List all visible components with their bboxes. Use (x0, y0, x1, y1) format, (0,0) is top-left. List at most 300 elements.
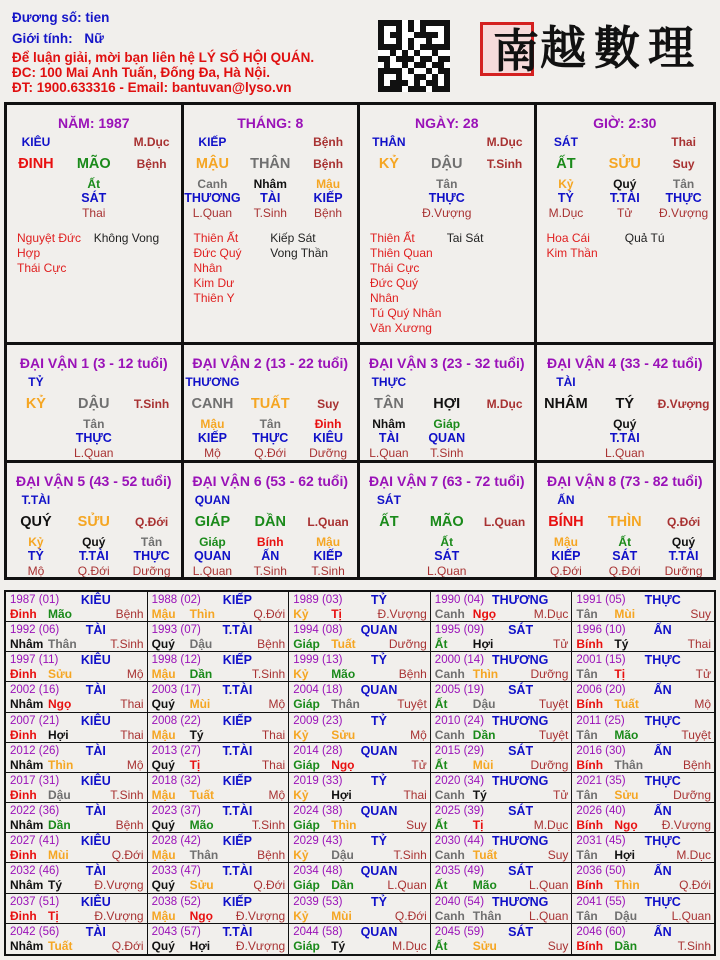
annual-bottom (435, 637, 569, 652)
hidden-stage: Dưỡng (132, 564, 171, 577)
annual-stem: Ất (434, 818, 448, 833)
annual-year: 2013 (27) (151, 744, 201, 757)
hidden-ten-god: KIẾP (313, 191, 343, 205)
annual-top (435, 774, 569, 788)
stem-branch-row (537, 153, 714, 175)
annual-top (293, 834, 427, 848)
hidden-stages-row (7, 206, 181, 221)
annual-stage: Dưỡng (673, 787, 711, 802)
annual-year: 2030 (44) (434, 835, 485, 848)
annual-stage: Đ.Vượng (94, 878, 144, 893)
annual-cell (431, 592, 573, 622)
annual-year: 2027 (41) (10, 835, 60, 848)
annual-year: 2024 (38) (293, 805, 343, 818)
cell-title: ĐẠI VẬN 4 (33 - 42 tuổi) (546, 355, 703, 371)
hidden-stage: L.Quan (192, 564, 233, 577)
annual-cell (289, 894, 431, 924)
hidden-stage: Dưỡng (309, 446, 348, 460)
annual-bottom (10, 697, 144, 712)
hidden-stems-row (537, 417, 714, 431)
annual-top (293, 895, 427, 909)
annual-cell (289, 592, 431, 622)
annual-stem: Kỷ (293, 787, 309, 802)
annual-stem: Nhâm (10, 757, 44, 772)
annual-year: 2033 (47) (151, 865, 201, 878)
annual-stem: Canh (434, 667, 465, 682)
top-row (7, 493, 181, 509)
hidden-ten-god (476, 431, 534, 446)
annual-top (10, 804, 144, 818)
annual-year: 2004 (18) (293, 684, 343, 697)
annual-ten-god: T.TÀI (222, 743, 253, 758)
good-star: Thiên Ất (193, 231, 239, 245)
top-row (184, 493, 358, 509)
ten-god: THỰC (371, 375, 407, 389)
annual-year: 2036 (50) (576, 865, 626, 878)
seal-character: 南 (493, 24, 539, 78)
annual-branch: Tý (189, 727, 204, 742)
annual-cell (6, 682, 148, 712)
good-star: Đức Quý Nhân (370, 276, 419, 305)
hidden-stem: Ất (87, 177, 101, 191)
annual-cell (289, 622, 431, 652)
annual-cell (6, 743, 148, 773)
hidden-ten-god (7, 191, 65, 206)
annual-stem: Đinh (10, 787, 37, 802)
hidden-stage (360, 564, 418, 577)
annual-year: 2041 (55) (576, 895, 626, 908)
annual-cell (289, 713, 431, 743)
hidden-stem (7, 177, 65, 191)
annual-ten-god: ẤN (653, 623, 672, 638)
annual-bottom (10, 878, 144, 893)
annual-ten-god: SÁT (508, 924, 534, 939)
contact-line-3: ĐT: 1900.633316 - Email: bantuvan@lyso.vn (12, 80, 292, 95)
good-star: Tú Quý Nhân (370, 306, 442, 320)
annual-top (435, 895, 569, 909)
stem-branch-row (184, 153, 358, 175)
annual-year: 2016 (30) (576, 744, 626, 757)
dai-van-cell (360, 463, 537, 577)
annual-bottom (435, 728, 569, 743)
annual-stage: Suy (406, 818, 427, 833)
annual-stem: Quý (151, 938, 175, 953)
annual-top (293, 804, 427, 818)
annual-bottom (10, 667, 144, 682)
logo-text: 越數理 (540, 21, 702, 75)
annual-stage: Suy (547, 848, 569, 863)
annual-stage: Thai (261, 727, 286, 742)
annual-ten-god: TÀI (85, 623, 106, 638)
annual-cell (6, 773, 148, 803)
annual-year: 2006 (20) (576, 684, 626, 697)
gender-label: Giới tính: (12, 31, 73, 46)
annual-stage: Tuyệt (538, 697, 569, 712)
annual-ten-god: SÁT (508, 743, 534, 758)
good-star: Thái Cực (17, 261, 67, 275)
annual-year: 2012 (26) (10, 744, 60, 757)
annual-cell (289, 682, 431, 712)
annual-stage: Thai (261, 757, 286, 772)
qr-code-icon[interactable] (378, 20, 450, 92)
annual-year: 1998 (12) (151, 654, 201, 667)
annual-top (293, 653, 427, 667)
annual-bottom (10, 909, 144, 924)
annual-year: 1999 (13) (293, 654, 343, 667)
annual-ten-god: KIẾP (222, 713, 252, 728)
annual-branch: Ngọ (331, 757, 355, 772)
annual-stage: T.Sinh (251, 818, 286, 833)
annual-top (10, 895, 144, 909)
top-row (537, 135, 714, 151)
hidden-ten-god: SÁT (434, 549, 460, 563)
annual-ten-god: QUAN (360, 924, 398, 939)
branch-stage: Đ.Vượng (657, 397, 710, 411)
annual-top (293, 714, 427, 728)
annual-top (435, 804, 569, 818)
stem-branch-row (360, 393, 534, 415)
hidden-stage: Tử (617, 206, 633, 220)
hidden-stage: Bệnh (314, 206, 343, 220)
annual-bottom (152, 788, 286, 803)
hidden-stage (654, 446, 713, 461)
annual-ten-god: SÁT (508, 623, 534, 638)
top-row (7, 375, 181, 391)
hidden-stem: Tân (436, 177, 458, 191)
dai-van-cell (537, 345, 714, 463)
annual-ten-god: THỰC (644, 773, 681, 788)
annual-year: 2034 (48) (293, 865, 343, 878)
annual-cell (6, 803, 148, 833)
annual-top (152, 714, 286, 728)
annual-stem: Mậu (151, 908, 176, 923)
annual-stem: Mậu (151, 848, 176, 863)
hidden-gods-row (184, 549, 358, 564)
annual-stem: Giáp (293, 818, 320, 833)
annual-year: 2009 (23) (293, 714, 343, 727)
hidden-stage: L.Quan (369, 446, 409, 460)
annual-year: 2023 (37) (151, 805, 201, 818)
cell-title: ĐẠI VẬN 2 (13 - 22 tuổi) (192, 355, 349, 371)
hidden-stage (123, 206, 181, 221)
cell-title: ĐẠI VẬN 6 (53 - 62 tuổi) (192, 473, 349, 489)
annual-top (152, 593, 286, 607)
annual-bottom (576, 818, 711, 833)
annual-bottom (293, 818, 427, 833)
annual-branch: Dần (472, 727, 496, 742)
stage (123, 493, 181, 509)
annual-stage: Dưỡng (530, 757, 569, 772)
annual-bottom (576, 788, 711, 803)
annual-stem: Mậu (151, 607, 176, 621)
annual-ten-god: ẤN (653, 924, 672, 939)
annual-ten-god: KIÊU (80, 713, 111, 728)
annual-stage: Dưỡng (530, 667, 569, 682)
pillar-cell (360, 105, 537, 345)
earthly-branch: DẦN (254, 514, 286, 530)
annual-cell (148, 924, 290, 954)
annual-cell (148, 803, 290, 833)
annual-stage: Đ.Vượng (235, 908, 286, 923)
annual-ten-god: KIÊU (80, 894, 111, 909)
annual-branch: Sửu (331, 727, 356, 742)
annual-stem: Ất (434, 878, 448, 893)
annual-top (10, 683, 144, 697)
annual-top (10, 653, 144, 667)
annual-bottom (152, 728, 286, 743)
hidden-ten-god (123, 431, 181, 446)
hidden-gods-row (7, 431, 181, 446)
cell-title: NĂM: 1987 (57, 115, 130, 131)
dai-van-cell (184, 463, 361, 577)
hidden-ten-god: THỰC (75, 431, 112, 445)
annual-branch: Ngọ (189, 908, 213, 923)
cell-title: GIỜ: 2:30 (593, 115, 657, 131)
hidden-stages-row (184, 564, 358, 577)
annual-top (152, 895, 286, 909)
annual-stage: Mộ (126, 667, 144, 682)
annual-cell (289, 652, 431, 682)
annual-top (152, 925, 286, 939)
hidden-stem: Ất (618, 535, 632, 549)
annual-stem: Bính (576, 757, 604, 772)
annual-stage: Đ.Vượng (235, 938, 286, 953)
annual-stage: Mộ (268, 787, 286, 802)
annual-stem: Quý (151, 818, 175, 833)
cell-title: THÁNG: 8 (237, 115, 304, 131)
hidden-stage: T.Sinh (430, 446, 464, 460)
annual-top (435, 744, 569, 758)
chart-grid (4, 102, 716, 580)
ten-god: QUAN (194, 493, 231, 507)
top-row (360, 375, 534, 391)
annual-bottom (435, 758, 569, 773)
hidden-stage: Mộ (27, 564, 45, 577)
annual-stem: Nhâm (10, 637, 44, 652)
annual-stem: Ất (434, 757, 448, 772)
annual-branch: Mão (189, 818, 214, 833)
good-star: Nguyệt Đức Hợp (17, 231, 82, 260)
annual-year: 2000 (14) (434, 654, 485, 667)
annual-branch: Sửu (189, 878, 214, 893)
annual-year: 2008 (22) (151, 714, 201, 727)
annual-cell (289, 743, 431, 773)
hidden-ten-god: T.TÀI (609, 431, 640, 445)
annual-stem: Đinh (10, 667, 37, 682)
annual-branch: Hợi (48, 727, 69, 742)
hidden-stages-row (360, 446, 534, 461)
annual-cell (572, 803, 714, 833)
annual-top (435, 834, 569, 848)
hidden-stage: Đ.Vượng (422, 206, 472, 220)
annual-bottom (10, 728, 144, 743)
annual-year: 2038 (52) (151, 895, 201, 908)
good-star: Đức Quý Nhân (193, 246, 242, 275)
annual-stage: L.Quan (387, 878, 427, 893)
annual-stage: Đ.Vượng (377, 607, 427, 621)
branch-stage: Q.Đới (666, 515, 701, 529)
annual-bottom (576, 607, 711, 622)
hidden-ten-god (476, 191, 534, 206)
good-star: Thiên Quan (370, 246, 433, 260)
branch-stage: T.Sinh (133, 397, 170, 411)
hidden-stems-row (184, 177, 358, 191)
hidden-stem (123, 177, 181, 191)
annual-year: 2010 (24) (434, 714, 485, 727)
top-row (7, 135, 181, 151)
stage (476, 493, 534, 509)
heavenly-stem: MẬU (195, 156, 229, 172)
hidden-stem (360, 177, 418, 191)
annual-year: 2005 (19) (434, 684, 485, 697)
annual-bottom (576, 909, 711, 924)
hidden-stage: L.Quan (192, 206, 233, 220)
annual-ten-god: KIÊU (80, 593, 111, 607)
annual-cell (6, 863, 148, 893)
hidden-ten-god: THỰC (665, 191, 702, 205)
annual-ten-god: ẤN (653, 683, 672, 698)
hidden-stem: Kỷ (28, 535, 44, 549)
annual-ten-god: TỶ (371, 834, 387, 849)
annual-stem: Tân (576, 607, 598, 621)
hidden-stages-row (7, 446, 181, 461)
annual-ten-god: SÁT (508, 864, 534, 879)
annual-top (293, 744, 427, 758)
annual-cell (431, 803, 573, 833)
hidden-stage: Q.Đới (77, 564, 110, 577)
annual-stage: Q.Đới (111, 848, 144, 863)
hidden-stage (123, 446, 181, 461)
bad-star: Tai Sát (446, 231, 484, 245)
hidden-stage (7, 206, 65, 221)
annual-bottom (152, 667, 286, 682)
annual-branch: Dần (614, 938, 638, 953)
annual-top (10, 593, 144, 607)
annual-top (576, 774, 711, 788)
hidden-ten-god: KIẾP (197, 431, 227, 445)
hidden-ten-god (537, 431, 596, 446)
annual-bottom (576, 758, 711, 773)
annual-stem: Canh (434, 908, 465, 923)
annual-top (152, 653, 286, 667)
annual-cell (572, 833, 714, 863)
annual-ten-god: T.TÀI (222, 623, 253, 638)
hidden-stage (537, 446, 596, 461)
annual-cell (431, 924, 573, 954)
annual-bottom (576, 848, 711, 863)
hidden-stem: Mậu (553, 535, 578, 549)
top-row (184, 135, 358, 151)
stem-branch-row (7, 153, 181, 175)
stem-branch-row (537, 393, 714, 415)
stars-list (360, 231, 534, 336)
annual-year: 1987 (01) (10, 594, 60, 606)
hidden-gods-row (360, 431, 534, 446)
annual-year: 2043 (57) (151, 925, 201, 938)
contact-line-1: Để luận giải, mời bạn liên hệ LÝ SỐ HỘI QUÁN. (12, 50, 315, 65)
annual-year: 2028 (42) (151, 835, 201, 848)
ten-god: SÁT (376, 493, 401, 507)
annual-stage: Dưỡng (388, 637, 427, 652)
good-star: Hoa Cái (546, 231, 590, 245)
annual-top (576, 925, 711, 939)
annual-ten-god: TỶ (371, 653, 387, 668)
annual-stem: Đinh (10, 607, 37, 621)
annual-stem: Kỷ (293, 908, 309, 923)
annual-ten-god: KIÊU (80, 653, 111, 668)
annual-stem: Đinh (10, 908, 37, 923)
good-star: Thiên Ất (370, 231, 415, 245)
annual-cell (148, 743, 290, 773)
annual-cell (6, 894, 148, 924)
annual-stem: Giáp (293, 757, 320, 772)
annual-branch: Mùi (48, 848, 69, 863)
hidden-ten-god: SÁT (81, 191, 107, 205)
annual-year: 2014 (28) (293, 744, 343, 757)
annual-stage: Tuyệt (681, 727, 711, 742)
hidden-stages-row (184, 446, 358, 461)
annual-bottom (435, 818, 569, 833)
hidden-stem (476, 417, 534, 431)
annual-branch: Tuất (189, 787, 215, 802)
annual-stage: Tử (411, 757, 427, 772)
heavenly-stem: TÂN (374, 396, 404, 412)
hidden-stem: Nhâm (372, 417, 406, 431)
annual-bottom (152, 939, 286, 954)
annual-branch: Hợi (331, 787, 352, 802)
annual-stem: Ất (434, 697, 448, 712)
annual-year: 1988 (02) (151, 594, 201, 606)
hidden-stage: L.Quan (605, 446, 645, 460)
annual-ten-god: T.TÀI (222, 864, 253, 879)
annual-ten-god: KIÊU (80, 773, 111, 788)
annual-cell (148, 652, 290, 682)
annual-bottom (152, 758, 286, 773)
annual-bottom (293, 848, 427, 863)
annual-branch: Thìn (472, 667, 499, 682)
annual-bottom (435, 697, 569, 712)
annual-branch: Tuất (331, 637, 356, 652)
annual-cell (431, 863, 573, 893)
annual-top (10, 714, 144, 728)
annual-stage: Q.Đới (679, 878, 711, 893)
annual-top (435, 864, 569, 878)
hidden-stem: Nhâm (253, 177, 287, 191)
branch-stage: M.Dục (486, 397, 523, 411)
annual-branch: Dần (331, 878, 354, 893)
annual-cell (148, 863, 290, 893)
annual-branch: Dậu (614, 908, 638, 923)
annual-cell (289, 773, 431, 803)
annual-stage: Bệnh (115, 607, 144, 621)
annual-ten-god: THỰC (644, 713, 681, 728)
annual-bottom (435, 939, 569, 954)
annual-branch: Hợi (189, 938, 211, 953)
annual-top (576, 864, 711, 878)
annual-bottom (10, 758, 144, 773)
annual-branch: Tị (614, 667, 626, 682)
annual-stage: Đ.Vượng (94, 908, 144, 923)
annual-bottom (293, 788, 427, 803)
annual-ten-god: THỰC (644, 894, 681, 909)
annual-cell (6, 592, 148, 622)
heavenly-stem: BÍNH (548, 514, 584, 530)
hidden-stage (476, 446, 534, 461)
hidden-ten-god (654, 431, 713, 446)
hidden-stems-row (360, 417, 534, 431)
hidden-stage: Q.Đới (254, 446, 287, 460)
annual-stage: Suy (547, 938, 569, 953)
